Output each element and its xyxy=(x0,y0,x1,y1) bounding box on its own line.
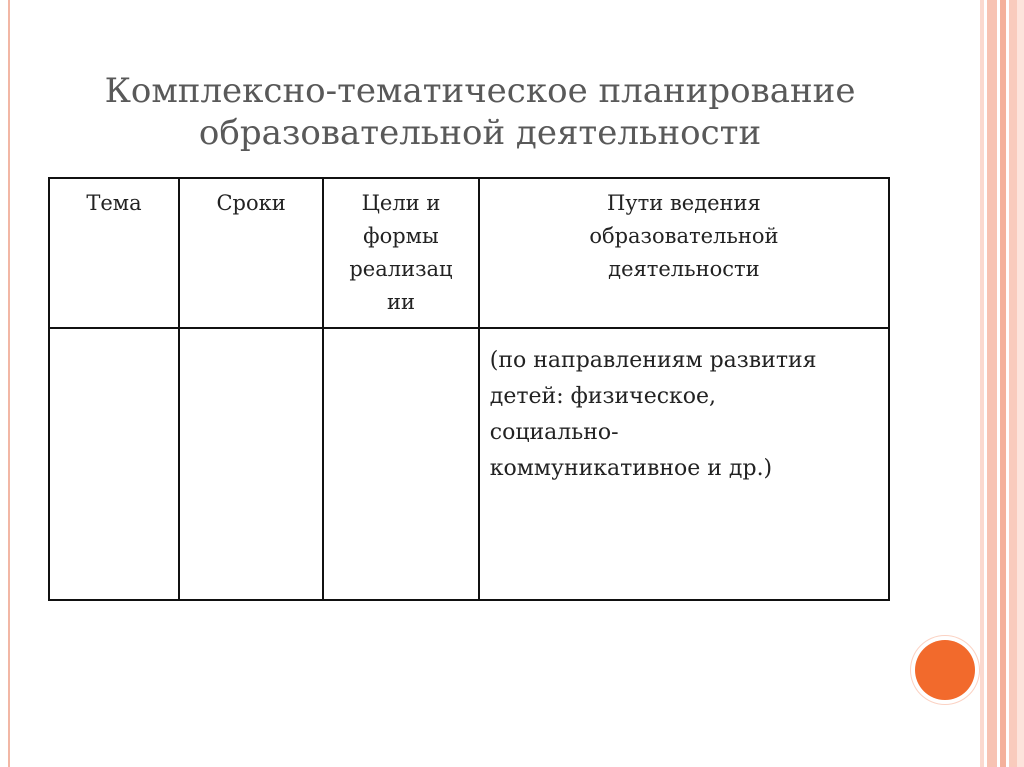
header-topic: Тема xyxy=(49,178,179,328)
header-dates: Сроки xyxy=(179,178,323,328)
cell-ways xyxy=(479,328,889,600)
header-goals-forms xyxy=(323,178,479,328)
slide-title-line-1: Комплексно-тематическое планирование xyxy=(104,71,856,111)
planning-table xyxy=(48,177,890,601)
cell-dates xyxy=(179,328,323,600)
header-goals-line: реализац xyxy=(349,257,453,281)
header-ways xyxy=(479,178,889,328)
header-goals-line: формы xyxy=(363,224,439,248)
slide-title xyxy=(60,70,900,154)
header-ways-line: деятельности xyxy=(608,257,760,281)
cell-ways-line: детей: физическое, xyxy=(489,384,717,409)
slide-frame-left xyxy=(8,0,10,767)
cell-ways-line: (по направлениям развития xyxy=(489,348,817,373)
header-ways-line: Пути ведения xyxy=(606,191,761,215)
table-header-row xyxy=(49,178,889,328)
cell-ways-line: коммуникативное и др.) xyxy=(489,456,773,481)
cell-ways-line: социально- xyxy=(489,420,619,445)
slide-title-line-2: образовательной деятельности xyxy=(198,113,762,153)
table-row xyxy=(49,328,889,600)
header-ways-line: образовательной xyxy=(589,224,779,248)
decorative-stripes xyxy=(980,0,1024,767)
cell-goals-forms xyxy=(323,328,479,600)
header-goals-line: ии xyxy=(386,290,415,314)
cell-topic xyxy=(49,328,179,600)
header-goals-line: Цели и xyxy=(361,191,441,215)
decorative-circle xyxy=(915,640,975,700)
